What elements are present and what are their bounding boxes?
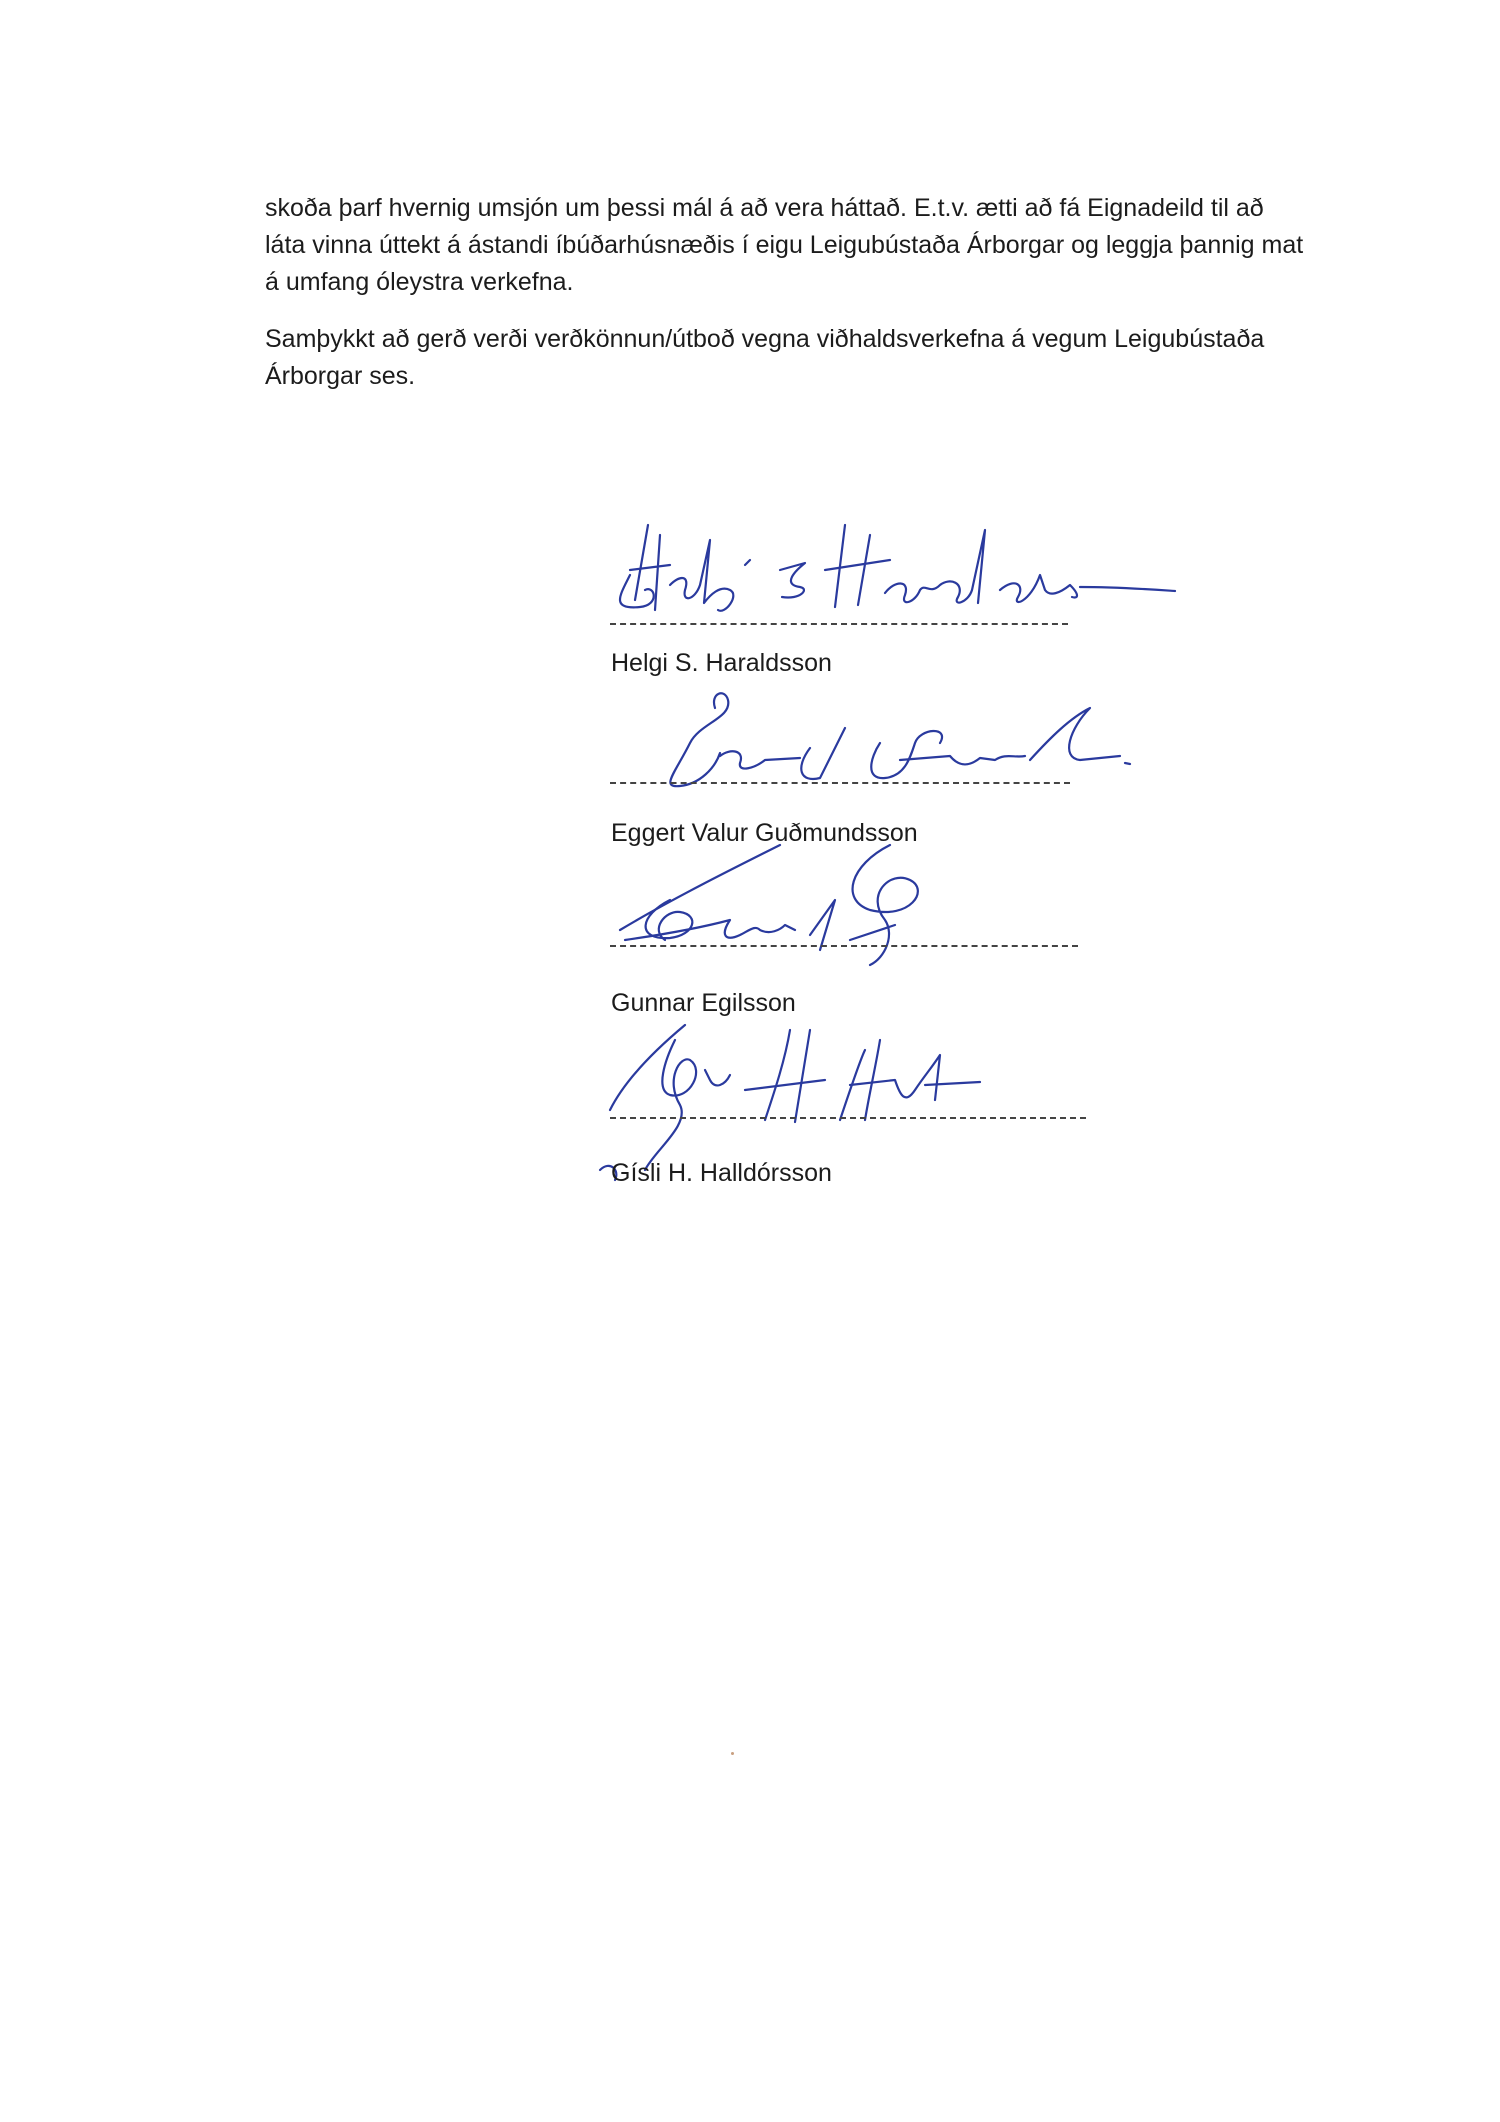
- handwritten-signature: [610, 840, 1060, 980]
- signature-line: [610, 782, 1070, 784]
- signatory-name: Gunnar Egilsson: [611, 989, 796, 1017]
- body-paragraph: skoða þarf hvernig umsjón um þessi mál á að vera háttað. E.t.v. ætti að fá Eignadeild til að láta vinna úttekt á ástandi íbúðarhúsnæðis í eigu Leigubústaða Árborgar og leggja þannig mat á umfang óleystra verkefna.: [265, 194, 1304, 296]
- handwritten-signature: [595, 1010, 1015, 1180]
- signatory-name: Gísli H. Halldórsson: [611, 1159, 832, 1187]
- scan-speck: [731, 1752, 734, 1755]
- body-paragraph: Samþykkt að gerð verði verðkönnun/útboð vegna viðhaldsverkefna á vegum Leigubústaða Árborgar ses.: [265, 325, 1265, 390]
- handwritten-signature: [600, 515, 1170, 625]
- signature-line: [610, 945, 1078, 947]
- signatory-name: Helgi S. Haraldsson: [611, 649, 832, 677]
- signature-line: [610, 623, 1068, 625]
- signature-line: [610, 1117, 1086, 1119]
- signatory-name: Eggert Valur Guðmundsson: [611, 819, 918, 847]
